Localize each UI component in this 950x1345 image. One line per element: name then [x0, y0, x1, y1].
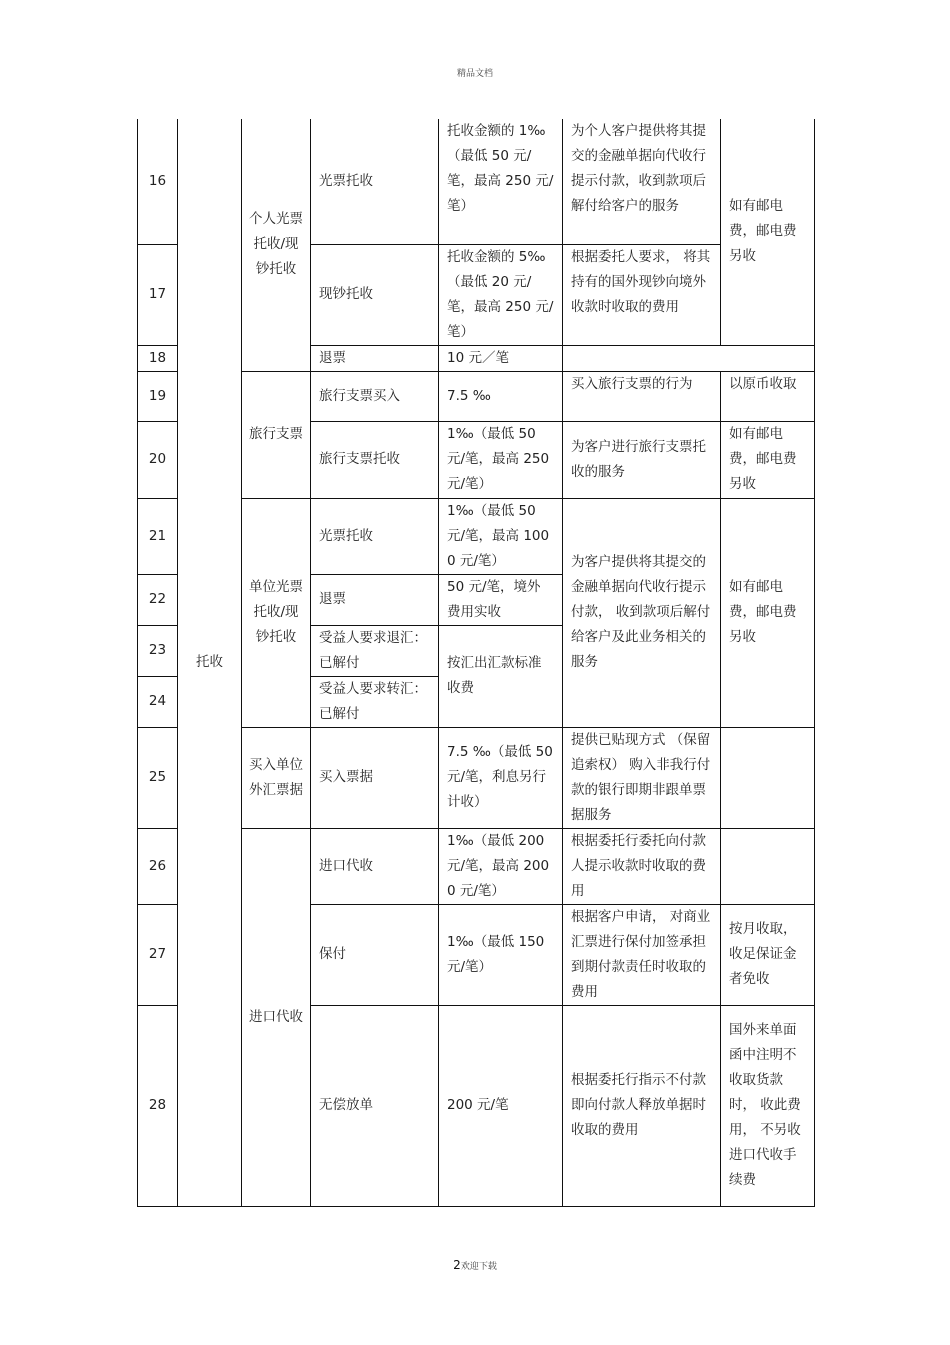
group-cell: 个人光票托收/现钞托收 — [242, 119, 311, 371]
desc-cell: 为客户进行旅行支票托收的服务 — [563, 421, 721, 498]
fee-cell: 1‰（最低 200 元/笔，最高 2000 元/笔） — [439, 828, 563, 904]
fee-cell: 托收金额的 1‰（最低 50 元/笔，最高 250 元/笔） — [439, 119, 563, 244]
item-cell: 受益人要求退汇：已解付 — [311, 625, 439, 676]
row-number: 23 — [138, 625, 178, 676]
desc-cell: 根据委托行委托向付款人提示收款时收取的费用 — [563, 828, 721, 904]
group-cell: 单位光票托收/现钞托收 — [242, 498, 311, 727]
fee-cell: 50 元/笔，境外费用实收 — [439, 574, 563, 625]
desc-cell: 为客户提供将其提交的金融单据向代收行提示付款， 收到款项后解付给客户及此业务相关的服务 — [563, 498, 721, 727]
note-cell: 如有邮电费，邮电费另收 — [721, 498, 815, 727]
row-number: 18 — [138, 345, 178, 371]
fee-cell: 10 元／笔 — [439, 345, 563, 371]
note-cell — [721, 828, 815, 904]
table-row — [138, 119, 815, 244]
note-cell: 国外来单面函中注明不收取货款时， 收此费用， 不另收进口代收手续费 — [721, 1005, 815, 1206]
fee-cell: 托收金额的 5‰（最低 20 元/笔，最高 250 元/笔） — [439, 244, 563, 345]
group-cell: 买入单位外汇票据 — [242, 727, 311, 828]
fee-table — [137, 119, 815, 1207]
row-number: 19 — [138, 371, 178, 421]
desc-cell: 为个人客户提供将其提交的金融单据向代收行提示付款，收到款项后解付给客户的服务 — [563, 119, 721, 244]
row-number: 21 — [138, 498, 178, 574]
desc-cell — [563, 345, 815, 371]
item-cell: 进口代收 — [311, 828, 439, 904]
note-cell: 如有邮电费，邮电费另收 — [721, 119, 815, 345]
fee-cell: 1‰（最低 50 元/笔，最高 250 元/笔） — [439, 421, 563, 498]
page-header: 精品文档 — [456, 69, 493, 79]
item-cell: 无偿放单 — [311, 1005, 439, 1206]
item-cell: 退票 — [311, 345, 439, 371]
row-number: 17 — [138, 244, 178, 345]
item-cell: 退票 — [311, 574, 439, 625]
fee-cell: 7.5 ‰ — [439, 371, 563, 421]
category-cell: 托收 — [178, 119, 242, 1206]
fee-cell: 1‰（最低 150 元/笔） — [439, 904, 563, 1005]
row-number: 25 — [138, 727, 178, 828]
row-number: 28 — [138, 1005, 178, 1206]
desc-cell: 买入旅行支票的行为 — [563, 371, 721, 421]
row-number: 16 — [138, 119, 178, 244]
group-cell: 进口代收 — [242, 828, 311, 1206]
footer-label: 欢迎下载 — [460, 1262, 497, 1272]
fee-cell: 7.5 ‰（最低 50 元/笔，利息另行计收） — [439, 727, 563, 828]
row-number: 24 — [138, 676, 178, 727]
note-cell: 如有邮电费，邮电费另收 — [721, 421, 815, 498]
row-number: 22 — [138, 574, 178, 625]
note-cell — [721, 727, 815, 828]
fee-cell: 200 元/笔 — [439, 1005, 563, 1206]
row-number: 20 — [138, 421, 178, 498]
note-cell: 以原币收取 — [721, 371, 815, 421]
item-cell: 受益人要求转汇：已解付 — [311, 676, 439, 727]
fee-cell: 1‰（最低 50 元/笔，最高 1000 元/笔） — [439, 498, 563, 574]
page-number: 2 — [453, 1258, 461, 1272]
item-cell: 旅行支票托收 — [311, 421, 439, 498]
desc-cell: 提供已贴现方式 （保留追索权） 购入非我行付款的银行即期非跟单票据服务 — [563, 727, 721, 828]
item-cell: 现钞托收 — [311, 244, 439, 345]
item-cell: 买入票据 — [311, 727, 439, 828]
note-cell: 按月收取，收足保证金者免收 — [721, 904, 815, 1005]
group-cell: 旅行支票 — [242, 371, 311, 498]
item-cell: 旅行支票买入 — [311, 371, 439, 421]
desc-cell: 根据客户申请， 对商业汇票进行保付加签承担到期付款责任时收取的费用 — [563, 904, 721, 1005]
page-footer — [0, 1258, 950, 1272]
desc-cell: 根据委托行指示不付款即向付款人释放单据时收取的费用 — [563, 1005, 721, 1206]
fee-cell: 按汇出汇款标准收费 — [439, 625, 563, 727]
desc-cell: 根据委托人要求， 将其持有的国外现钞向境外收款时收取的费用 — [563, 244, 721, 345]
row-number: 26 — [138, 828, 178, 904]
item-cell: 保付 — [311, 904, 439, 1005]
row-number: 27 — [138, 904, 178, 1005]
item-cell: 光票托收 — [311, 119, 439, 244]
item-cell: 光票托收 — [311, 498, 439, 574]
